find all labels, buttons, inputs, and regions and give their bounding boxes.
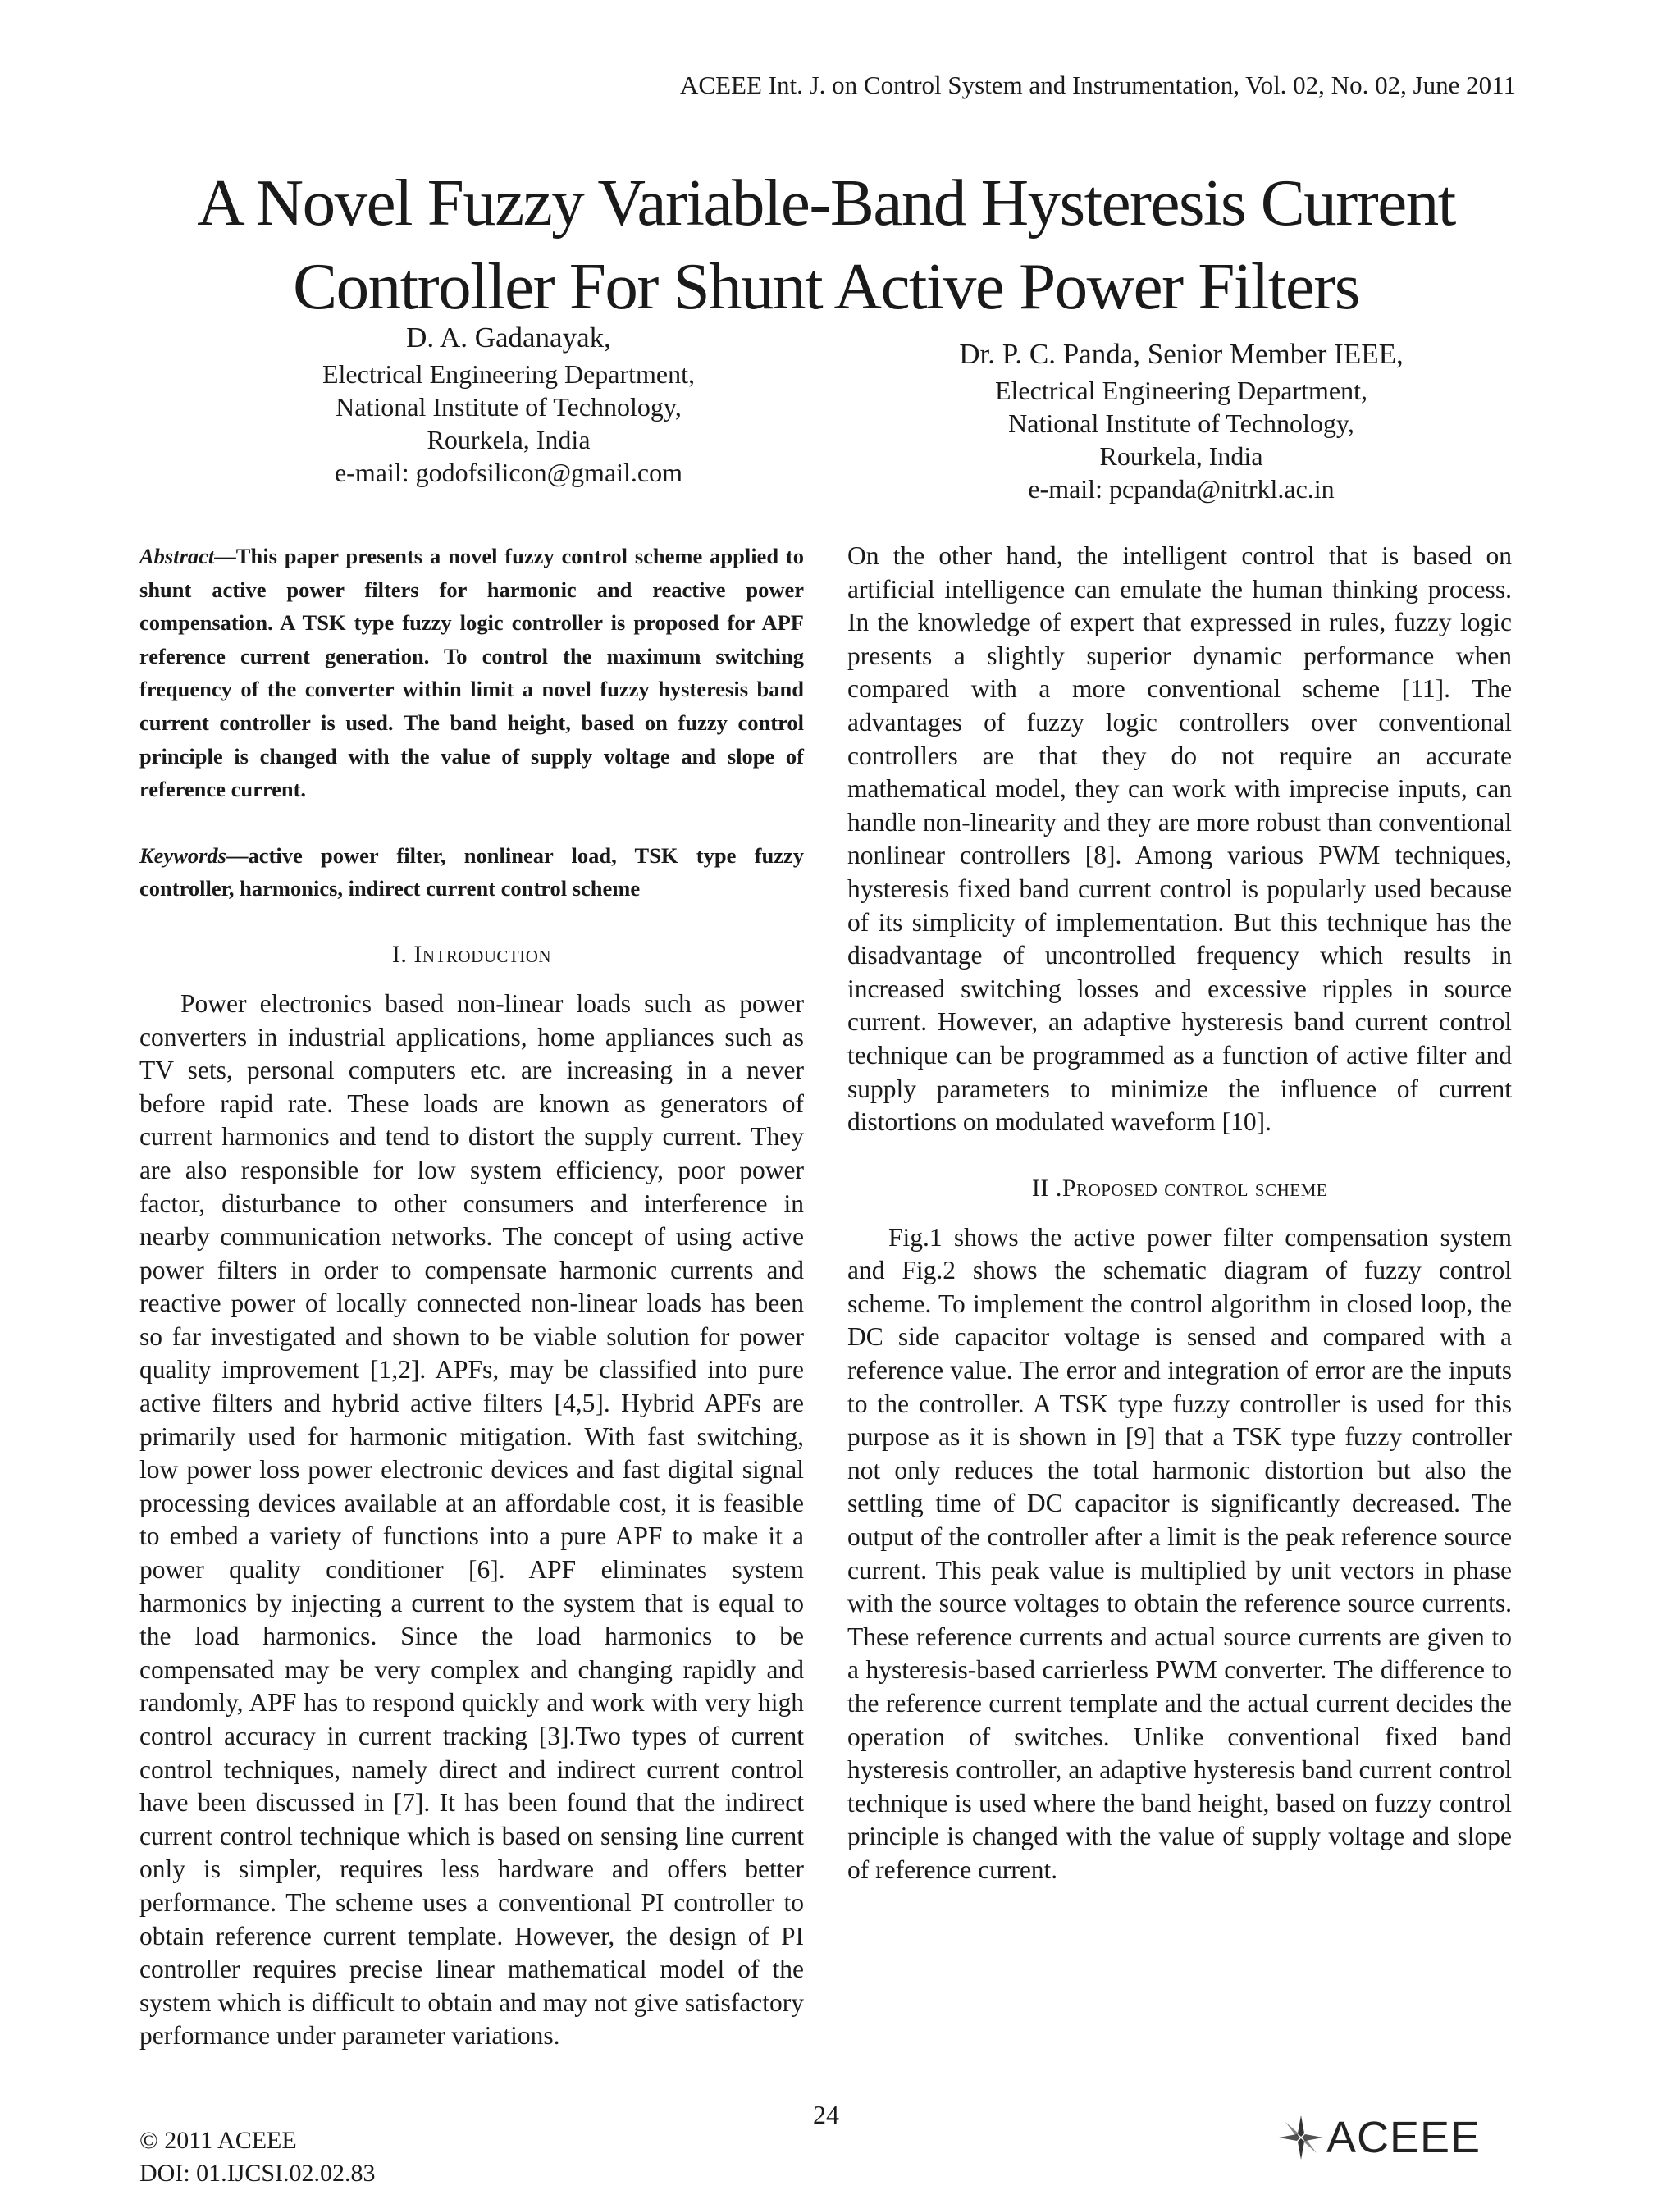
- aceee-logo-text: ACEEE: [1326, 2113, 1481, 2162]
- author-institute: National Institute of Technology,: [1008, 408, 1354, 438]
- author-department: Electrical Engineering Department,: [322, 359, 695, 389]
- author-location: Rourkela, India: [427, 425, 591, 454]
- keywords: [139, 839, 804, 906]
- intro-continued-paragraph: On the other hand, the intelligent control that is based on artificial intelligence can emulate the human thinking process. In the knowledge of expert that expressed in rules, fuzzy logic presents a slightly superior dynamic performance when compared with a more conventional scheme [11]. The advantages of fuzzy logic controllers over conventional controllers are that they do not require an accurate mathematical model, they can work with imprecise inputs, can handle non-linearity and they are more robust than conventional nonlinear controllers [8]. Among various PWM techniques, hysteresis fixed band current control is popularly used because of its simplicity of implementation. But this technique has the disadvantage of uncontrolled frequency which results in increased switching losses and excessive ripples in source current. However, an adaptive hysteresis band current control technique can be programmed as a function of active filter and supply parameters to minimize the influence of current distortions on modulated waveform [10].: [847, 541, 1512, 1137]
- footer-info: [139, 2124, 376, 2190]
- abstract-label: Abstract: [139, 544, 215, 568]
- paper-title: [0, 161, 1652, 328]
- author-name: D. A. Gadanayak,: [406, 322, 611, 354]
- author-institute: National Institute of Technology,: [336, 392, 682, 422]
- aceee-logo: [1276, 2112, 1481, 2163]
- author-location: Rourkela, India: [1099, 441, 1263, 471]
- page-number: 24: [813, 2100, 839, 2129]
- abstract: [139, 540, 804, 806]
- author-block-2: [911, 336, 1452, 505]
- title-line-2: Controller For Shunt Active Power Filters: [293, 249, 1359, 323]
- keywords-label: Keywords: [139, 842, 226, 868]
- section-title: Proposed control scheme: [1061, 1174, 1328, 1202]
- author-name: Dr. P. C. Panda, Senior Member IEEE,: [959, 338, 1404, 370]
- copyright: © 2011 ACEEE: [139, 2127, 297, 2154]
- keywords-text: —active power filter, nonlinear load, TSK type fuzzy controller, harmonics, indirect current control scheme: [139, 842, 804, 901]
- section-number: I.: [391, 940, 414, 968]
- author-block-1: [254, 320, 763, 489]
- section-number: II .: [1031, 1174, 1062, 1202]
- author-department: Electrical Engineering Department,: [994, 376, 1367, 405]
- section-title: Introduction: [413, 940, 552, 968]
- aceee-star-logo-icon: [1276, 2112, 1326, 2163]
- intro-paragraph: Power electronics based non-linear loads such as power converters in industrial applications, home appliances such as TV sets, personal computers etc. are increasing in a never before rapid rate. These loads are known as generators of current harmonics and tend to distort the supply current. They are also responsible for low system efficiency, poor power factor, disturbance to other consumers and interference in nearby communication networks. The concept of using active power filters in order to compensate harmonic currents and reactive power of locally connected non-linear loads has been so far investigated and shown to be viable solution for power quality improvement [1,2]. APFs, may be classified into pure active filters and hybrid active filters [4,5]. Hybrid APFs are primarily used for harmonic mitigation. With fast switching, low power loss power electronic devices and fast digital signal processing devices available at an affordable cost, it is feasible to embed a variety of functions into a pure APF to make it a power quality conditioner [6]. APF eliminates system harmonics by injecting a current to the system that is equal to the load harmonics. Since the load harmonics to be compensated may be very complex and changing rapidly and randomly, APF has to respond quickly and work with very high control accuracy in current tracking [3].Two types of current control techniques, namely direct and indirect current control have been discussed in [7]. It has been found that the indirect current control technique which is based on sensing line current only is simpler, requires less hardware and offers better performance. The scheme uses a conventional PI controller to obtain reference current template. However, the design of PI controller requires precise linear mathematical model of the system which is difficult to obtain and may not give satisfactory performance under parameter variations.: [139, 988, 804, 2051]
- abstract-text: —This paper presents a novel fuzzy control scheme applied to shunt active power filters for harmonic and reactive power compensation. A TSK type fuzzy logic controller is proposed for APF reference current generation. To control the maximum switching frequency of the converter within limit a novel fuzzy hysteresis band current controller is used. The band height, based on fuzzy control principle is changed with the value of supply voltage and slope of reference current.: [139, 544, 804, 802]
- doi: DOI: 01.IJCSI.02.02.83: [139, 2160, 376, 2187]
- author-email: e-mail: godofsilicon@gmail.com: [334, 458, 683, 487]
- scheme-paragraph: Fig.1 shows the active power filter compensation system and Fig.2 shows the schematic diagram of fuzzy control scheme. To implement the control algorithm in closed loop, the DC side capacitor voltage is sensed and compared with a reference value. The error and integration of error are the inputs to the controller. A TSK type fuzzy controller is used for this purpose as it is shown in [9] that a TSK type fuzzy controller not only reduces the total harmonic distortion but also the settling time of DC capacitor is significantly decreased. The output of the controller after a limit is the peak reference source current. This peak value is multiplied by unit vectors in phase with the source voltages to obtain the reference source currents. These reference currents and actual source currents are given to a hysteresis-based carrierless PWM converter. The difference to the reference current template and the actual current decides the operation of switches. Unlike conventional fixed band hysteresis controller, an adaptive hysteresis band current control technique is used where the band height, based on fuzzy control principle is changed with the value of supply voltage and slope of reference current.: [847, 1222, 1512, 1884]
- title-line-1: A Novel Fuzzy Variable-Band Hysteresis Current: [197, 166, 1455, 240]
- left-column: [139, 540, 804, 2053]
- section-heading: [139, 938, 804, 971]
- author-email: e-mail: pcpanda@nitrkl.ac.in: [1028, 474, 1335, 504]
- right-column: [847, 540, 1512, 1887]
- section-heading: [847, 1172, 1512, 1205]
- running-head: ACEEE Int. J. on Control System and Instrumentation, Vol. 02, No. 02, June 2011: [680, 71, 1516, 99]
